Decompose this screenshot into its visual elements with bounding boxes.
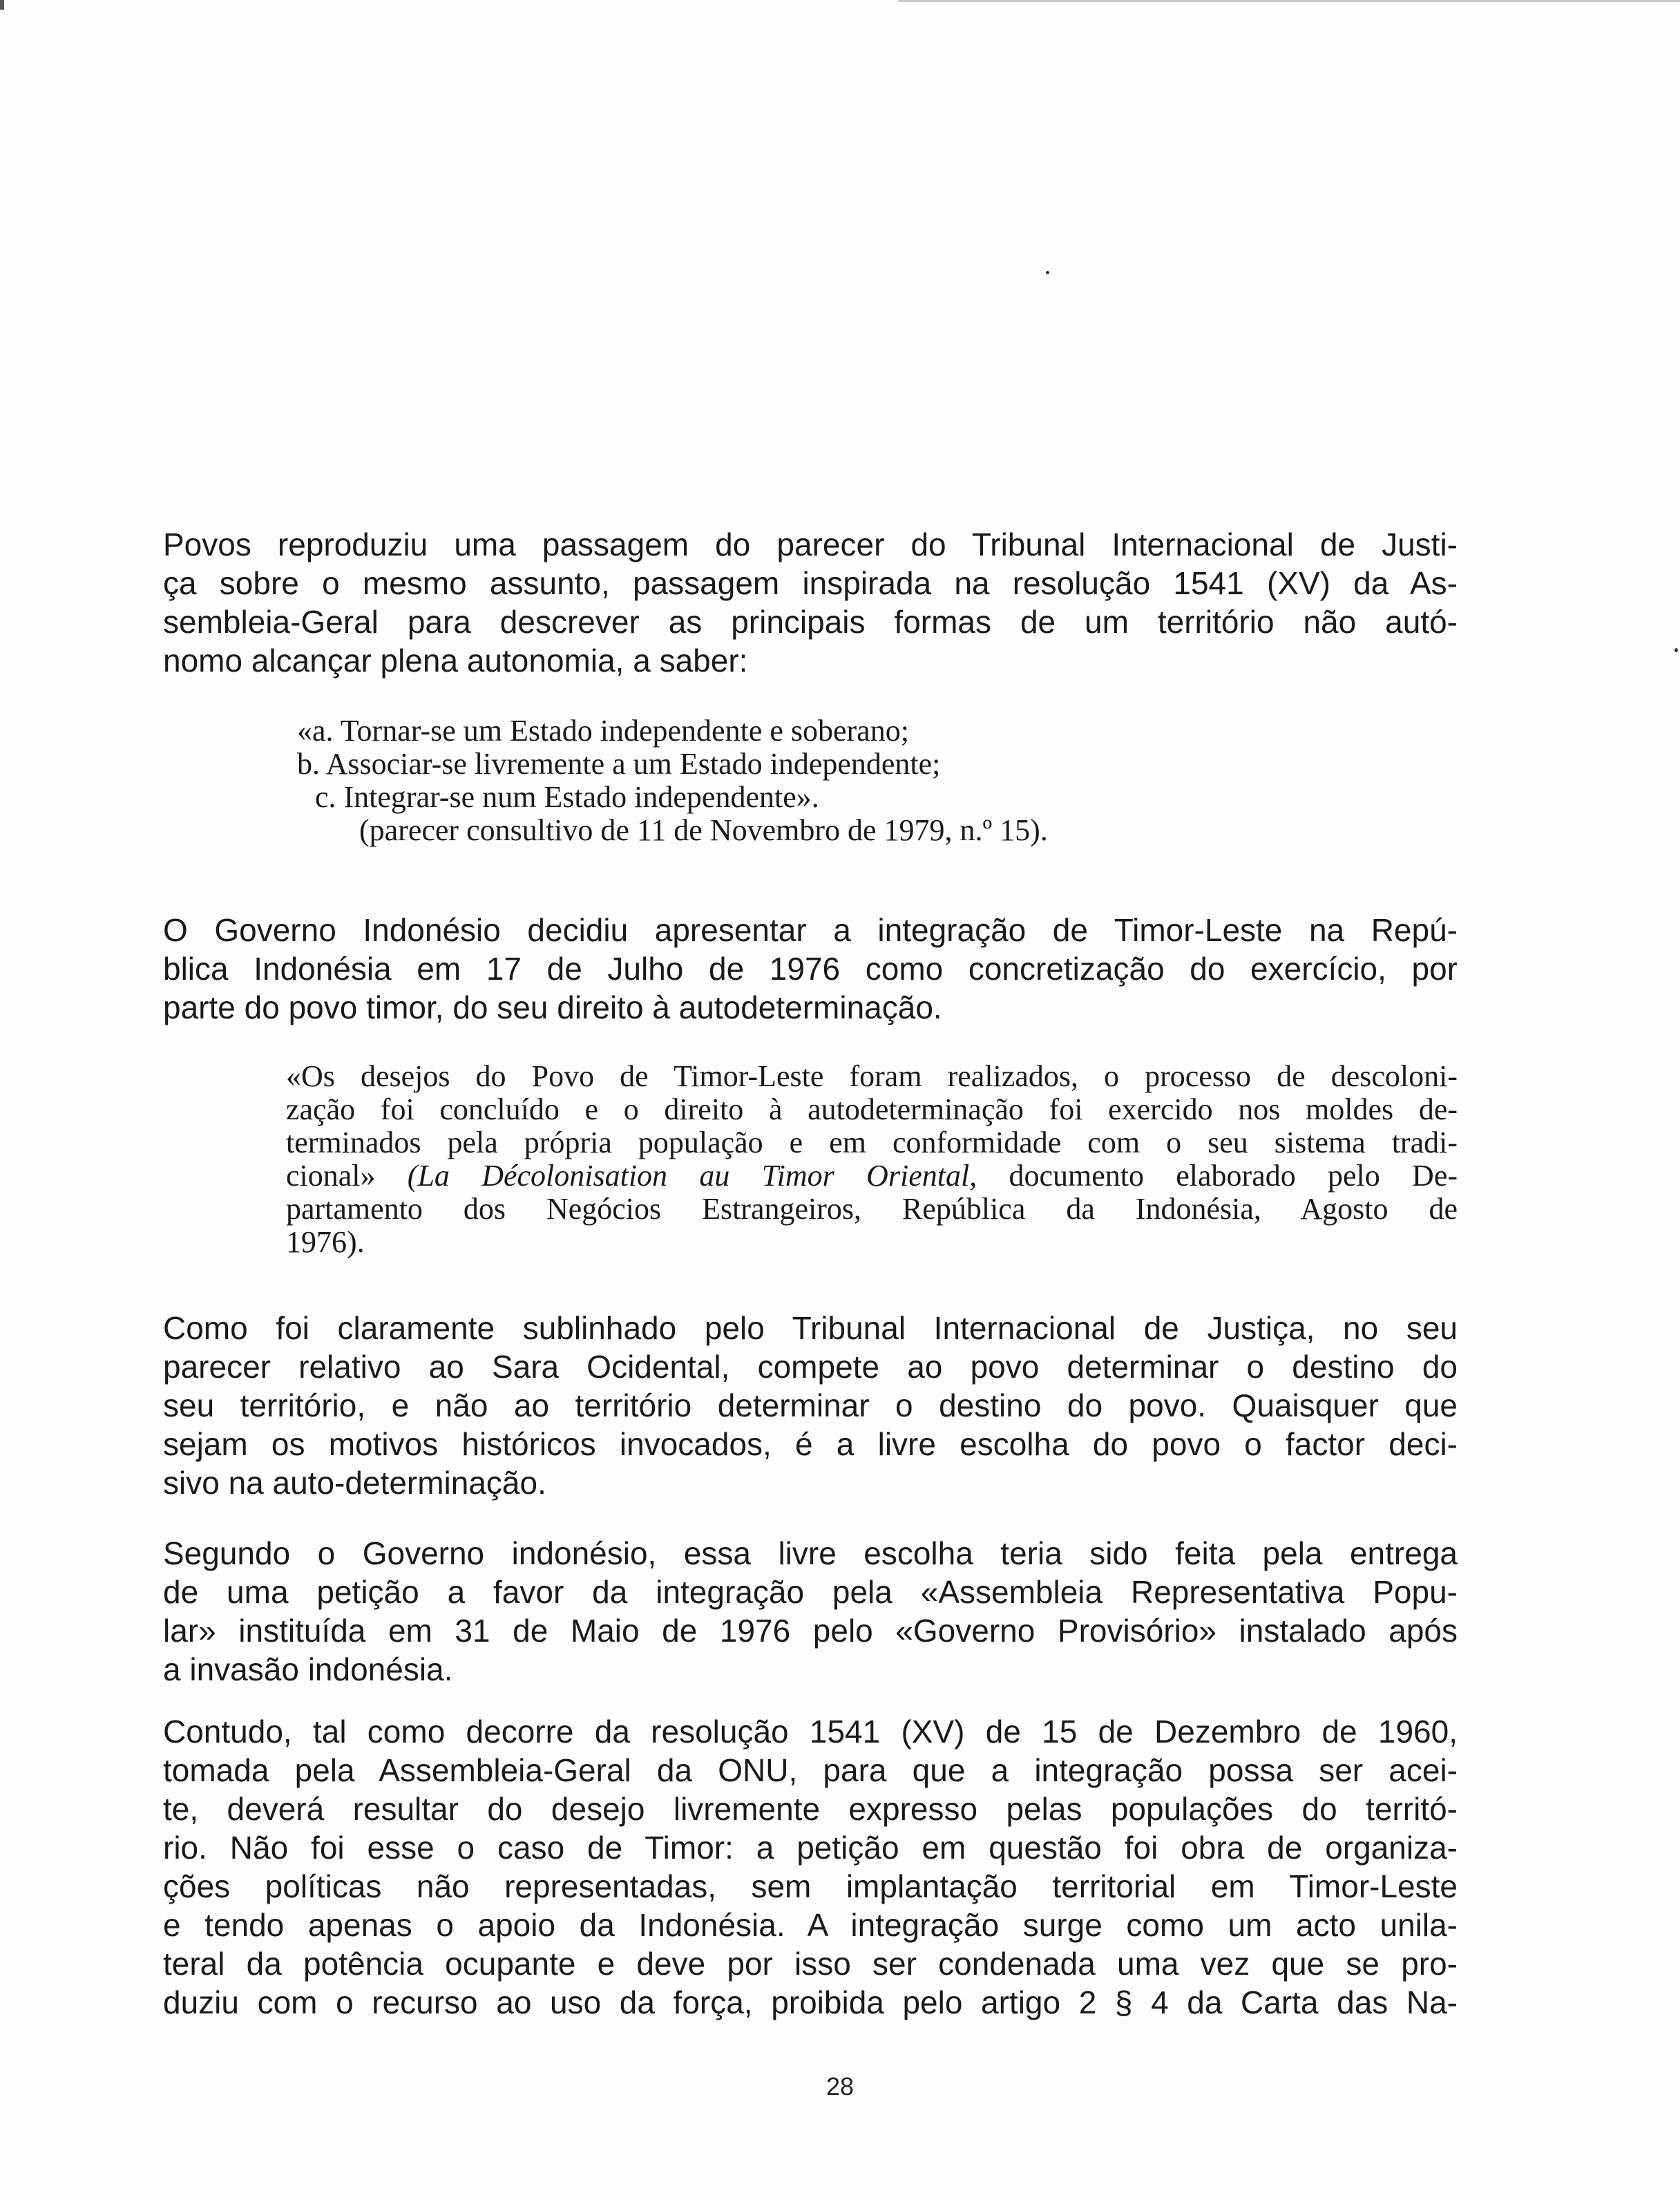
- text-line: de uma petição a favor da integração pela «Assembleia Representativa Popu-: [163, 1574, 1458, 1610]
- quote-line: [286, 1159, 1458, 1193]
- quote-list: [0, 714, 1680, 847]
- text-line: sejam os motivos históricos invocados, é a livre escolha do povo o factor deci-: [163, 1426, 1458, 1462]
- text-line: lar» instituída em 31 de Maio de 1976 pelo «Governo Provisório» instalado após: [163, 1613, 1458, 1649]
- quote-text: documento elaborado pelo De-: [977, 1159, 1458, 1193]
- paragraph-indonesian-government: [163, 911, 1458, 1027]
- quote-item-c: c. Integrar-se num Estado independente».: [315, 780, 819, 814]
- quote-item-b: b. Associar-se livremente a um Estado independente;: [297, 747, 941, 781]
- text-line: parte do povo timor, do seu direito à autodeterminação.: [163, 989, 942, 1025]
- text-line: parecer relativo ao Sara Ocidental, compete ao povo determinar o destino do: [163, 1349, 1458, 1385]
- text-line: blica Indonésia em 17 de Julho de 1976 como concretização do exercício, por: [163, 951, 1458, 987]
- quote-text: cional»: [286, 1159, 408, 1193]
- quote-line: terminados pela própria população e em conformidade com o seu sistema tradi-: [286, 1126, 1458, 1159]
- text-line: nomo alcançar plena autonomia, a saber:: [163, 643, 748, 679]
- text-line: duziu com o recurso ao uso da força, proibida pelo artigo 2 § 4 da Carta das Na-: [163, 1984, 1458, 2020]
- text-line: e tendo apenas o apoio da Indonésia. A integração surge como um acto unila-: [163, 1907, 1458, 1943]
- text-line: Segundo o Governo indonésio, essa livre escolha teria sido feita pela entrega: [163, 1535, 1458, 1571]
- text-line: ções políticas não representadas, sem implantação territorial em Timor-Leste: [163, 1868, 1458, 1904]
- text-line: tomada pela Assembleia-Geral da ONU, para que a integração possa ser acei-: [163, 1752, 1458, 1788]
- quote-line: partamento dos Negócios Estrangeiros, República da Indonésia, Agosto de: [286, 1192, 1458, 1226]
- text-line: Como foi claramente sublinhado pelo Tribunal Internacional de Justiça, no seu: [163, 1310, 1458, 1346]
- document-title-italic: (La Décolonisation au Timor Oriental,: [407, 1159, 977, 1193]
- text-line: a invasão indonésia.: [163, 1651, 453, 1687]
- scan-corner-mark: [0, 0, 4, 10]
- paragraph-western-sahara: [163, 1309, 1458, 1502]
- text-line: sivo na auto-determinação.: [163, 1465, 546, 1501]
- paragraph-petition: [163, 1534, 1458, 1689]
- quote-line: 1976).: [286, 1225, 365, 1259]
- text-line: rio. Não foi esse o caso de Timor: a petição em questão foi obra de organiza-: [163, 1830, 1458, 1866]
- text-line: ça sobre o mesmo assunto, passagem inspirada na resolução 1541 (XV) da As-: [163, 565, 1458, 601]
- block-quote: [286, 1060, 1458, 1259]
- quote-line: «Os desejos do Povo de Timor-Leste foram realizados, o processo de descoloni-: [286, 1059, 1458, 1093]
- paragraph-resolution-1541: [163, 1712, 1458, 2022]
- scan-speck: [1046, 271, 1049, 274]
- paragraph-intro: [163, 525, 1458, 680]
- quote-item-a: «a. Tornar-se um Estado independente e soberano;: [297, 714, 909, 748]
- page-number: 28: [825, 2072, 855, 2101]
- scan-top-edge: [898, 0, 1680, 2]
- text-line: Povos reproduziu uma passagem do parecer do Tribunal Internacional de Justi-: [163, 527, 1458, 562]
- scan-speck: [1674, 648, 1678, 652]
- text-line: teral da potência ocupante e deve por isso ser condenada uma vez que se pro-: [163, 1946, 1458, 1982]
- quote-citation: (parecer consultivo de 11 de Novembro de 1979, n.º 15).: [359, 813, 1048, 847]
- text-line: Contudo, tal como decorre da resolução 1541 (XV) de 15 de Dezembro de 1960,: [163, 1714, 1458, 1749]
- text-line: te, deverá resultar do desejo livremente expresso pelas populações do territó-: [163, 1791, 1458, 1827]
- text-line: seu território, e não ao território determinar o destino do povo. Quaisquer que: [163, 1387, 1458, 1423]
- quote-line: zação foi concluído e o direito à autodeterminação foi exercido nos moldes de-: [286, 1092, 1458, 1126]
- text-line: O Governo Indonésio decidiu apresentar a integração de Timor-Leste na Repú-: [163, 912, 1458, 948]
- text-line: sembleia-Geral para descrever as principais formas de um território não autó-: [163, 604, 1458, 640]
